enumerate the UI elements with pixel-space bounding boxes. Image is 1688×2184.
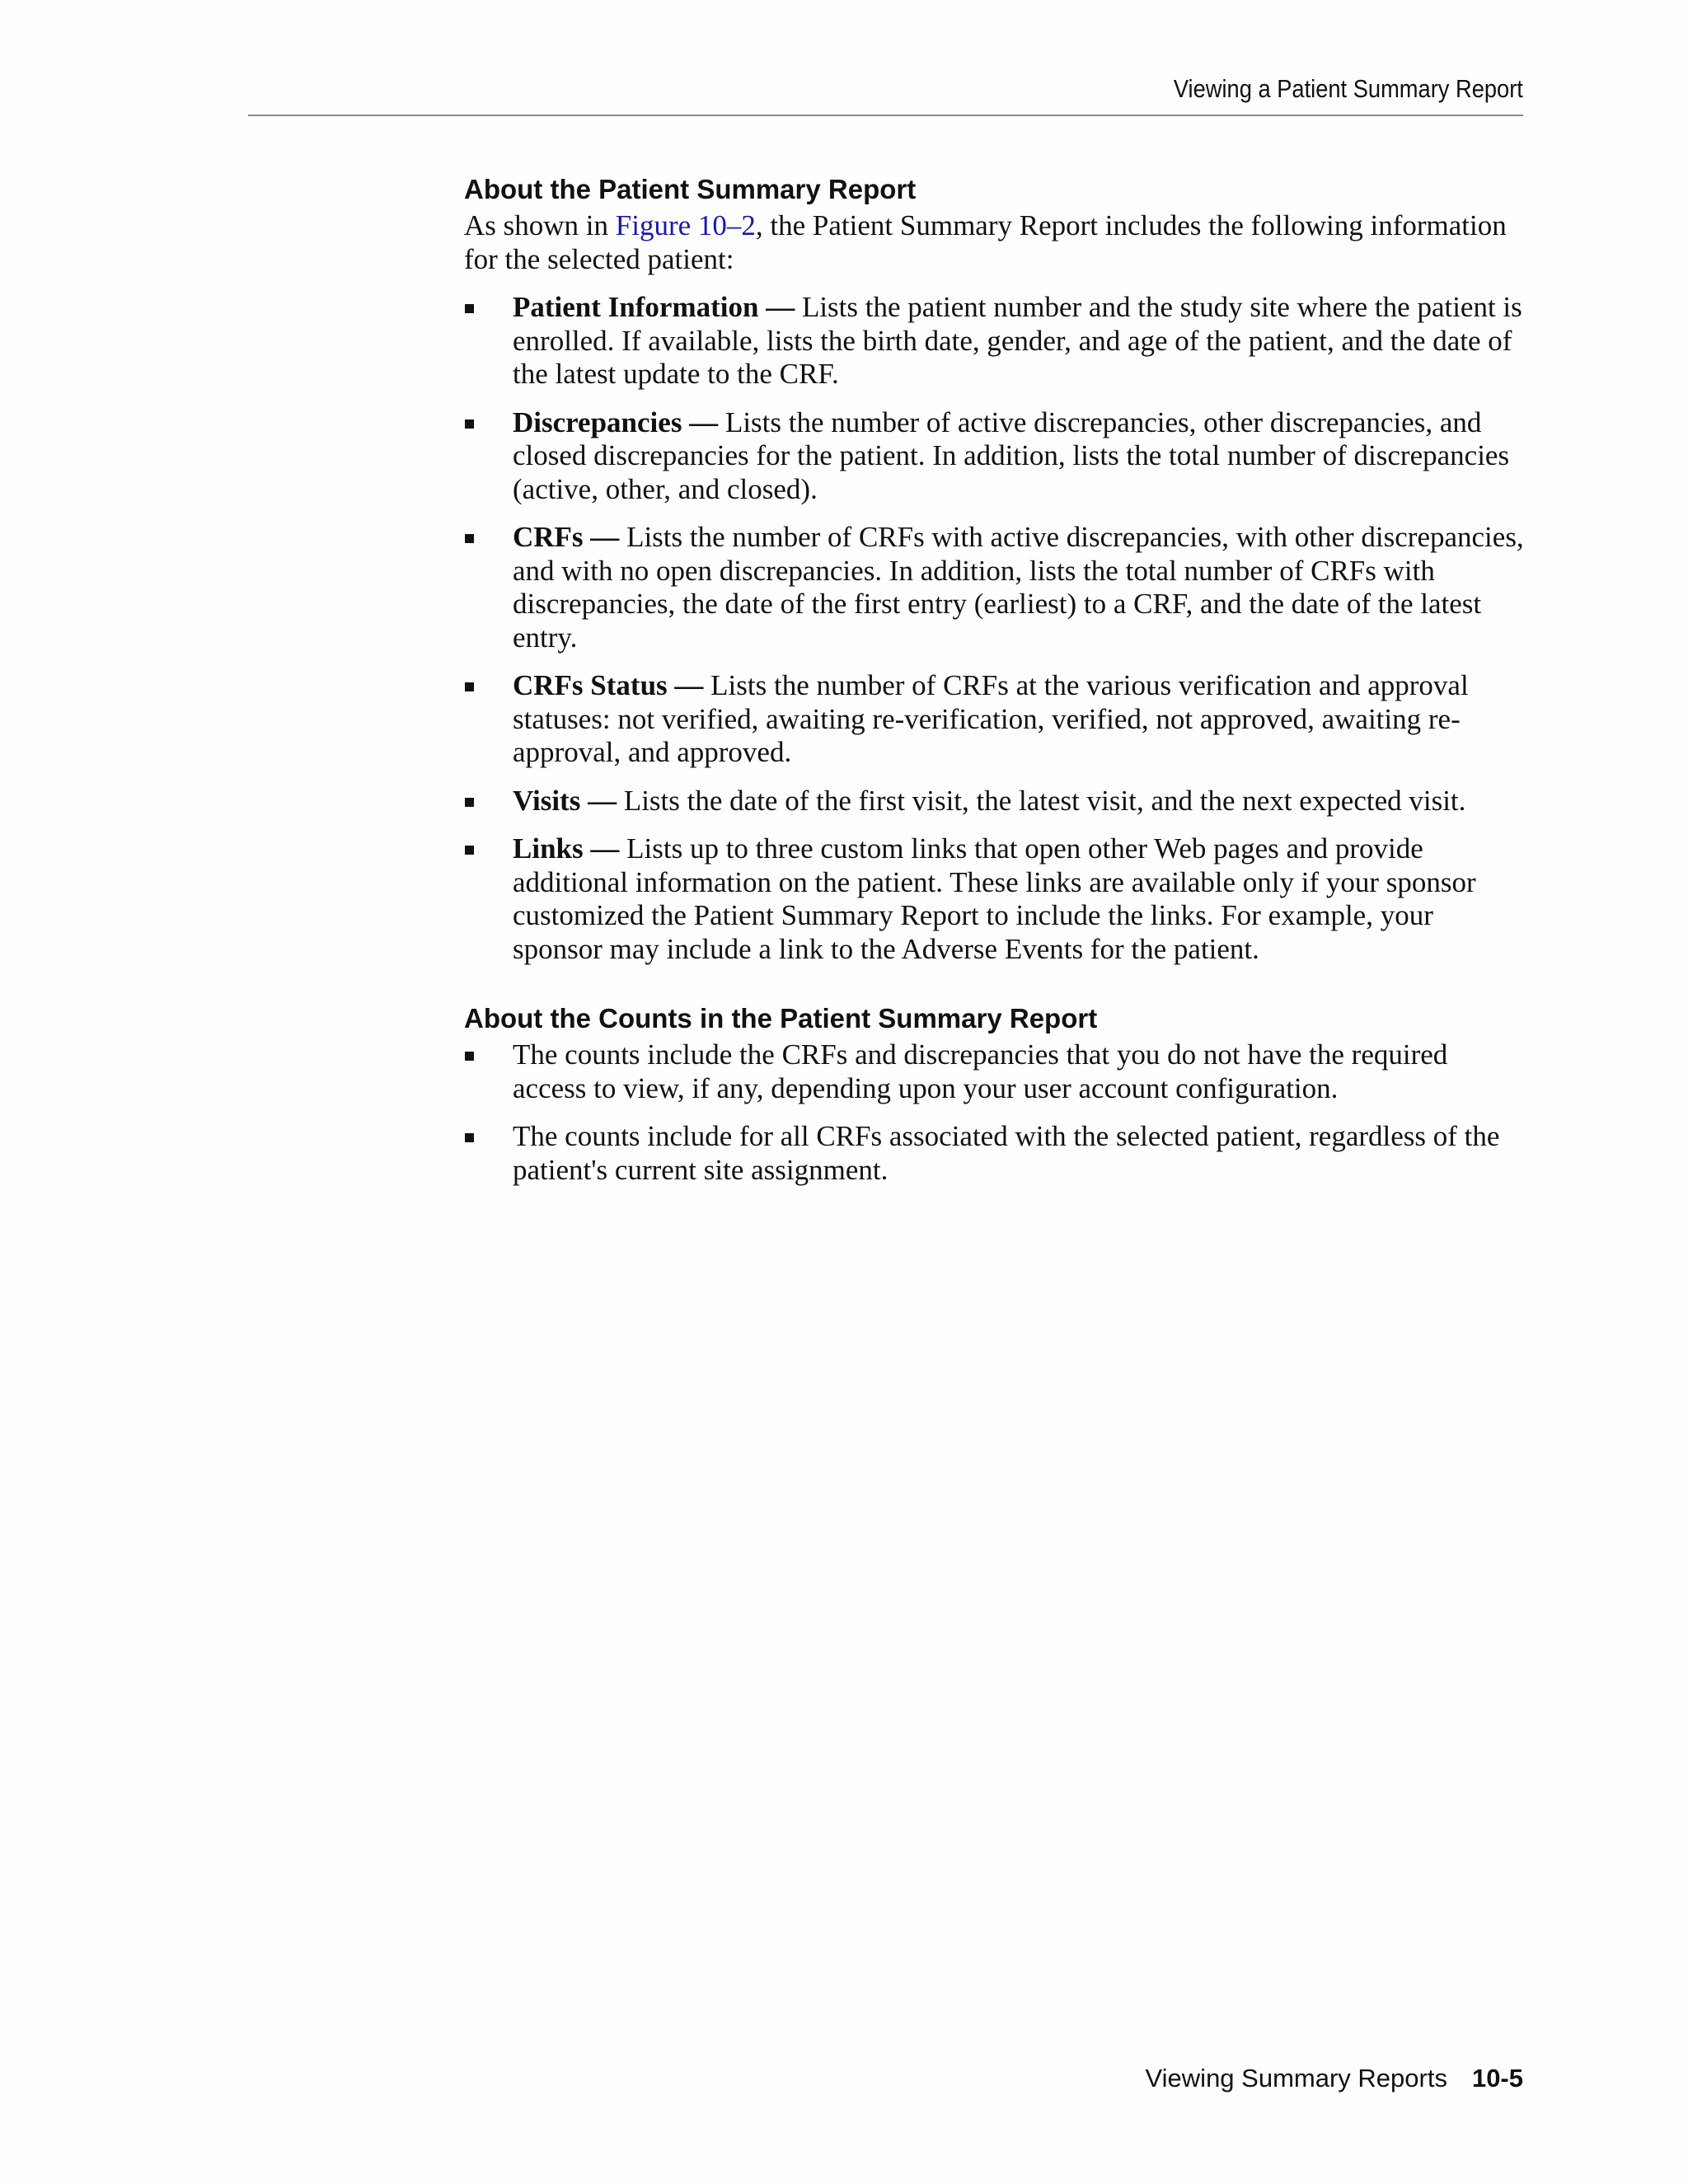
header-rule: [248, 115, 1523, 116]
section-heading: About the Counts in the Patient Summary Report: [464, 1003, 1098, 1033]
section-about-counts: [464, 1002, 1527, 1187]
list-item-discrepancies: [464, 406, 1527, 507]
list-item: [464, 1120, 1527, 1187]
item-text: The counts include for all CRFs associated with the selected patient, regardless of the patient's current site assignment.: [513, 1120, 1500, 1186]
item-text: Lists the number of CRFs at the various verification and approval statuses: not verified, awaiting re-verification, verified, not approved, awaiting re-approval, and approved.: [513, 669, 1469, 768]
bullet-icon: [465, 1052, 474, 1061]
counts-list: [464, 1038, 1527, 1187]
running-footer: [1146, 2064, 1523, 2093]
page-content: [464, 173, 1527, 1187]
list-item-patient-information: [464, 291, 1527, 391]
running-header: Viewing a Patient Summary Report: [1173, 74, 1523, 103]
section-heading: About the Patient Summary Report: [464, 174, 917, 204]
footer-chapter-title: Viewing Summary Reports: [1145, 2064, 1447, 2093]
figure-link[interactable]: Figure 10–2: [615, 209, 756, 241]
item-term: Discrepancies —: [513, 405, 719, 438]
item-term: CRFs Status —: [513, 669, 704, 701]
bullet-icon: [465, 1133, 474, 1142]
intro-text-end: , the Patient Summary Report includes the following information for the selected patient:: [464, 209, 1507, 275]
item-text: Lists up to three custom links that open other Web pages and provide additional information on the patient. These links are available only if your sponsor customized the Patient Summary Report to include the links. For example, your sponsor may include a link to the Adverse Events for the patient.: [513, 832, 1476, 965]
list-item-crfs-status: [464, 669, 1527, 770]
bullet-icon: [465, 798, 474, 807]
item-text: Lists the patient number and the study site where the patient is enrolled. If available, lists the birth date, gender, and age of the patient, and the date of the latest update to the CRF.: [513, 291, 1522, 390]
list-item: [464, 1038, 1527, 1105]
bullet-icon: [465, 419, 474, 429]
list-item-links: [464, 832, 1527, 966]
item-term: Patient Information —: [513, 291, 795, 323]
section-about-report: [464, 173, 1527, 966]
bullet-icon: [465, 682, 474, 691]
item-text: Lists the number of active discrepancies, other discrepancies, and closed discrepancies for the patient. In addition, lists the total number of discrepancies (active, other, and closed).: [513, 405, 1510, 505]
intro-text-start: As shown in: [464, 209, 616, 241]
bullet-icon: [465, 846, 474, 855]
page-number: 10-5: [1471, 2064, 1523, 2093]
item-text: Lists the number of CRFs with active discrepancies, with other discrepancies, and with no open discrepancies. In addition, lists the total number of CRFs with discrepancies, the date of the first entry (earliest) to a CRF, and the date of the latest entry.: [513, 521, 1524, 654]
intro-paragraph: [464, 209, 1527, 276]
list-item-visits: [464, 785, 1527, 818]
item-term: Links —: [513, 832, 620, 865]
report-contents-list: [464, 291, 1527, 966]
bullet-icon: [465, 304, 474, 313]
item-term: CRFs —: [513, 521, 620, 553]
list-item-crfs: [464, 521, 1527, 654]
bullet-icon: [465, 534, 474, 543]
item-text: Lists the date of the first visit, the latest visit, and the next expected visit.: [617, 784, 1466, 817]
item-text: The counts include the CRFs and discrepancies that you do not have the required access to view, if any, depending upon your user account configuration.: [513, 1038, 1448, 1104]
item-term: Visits —: [513, 784, 617, 817]
